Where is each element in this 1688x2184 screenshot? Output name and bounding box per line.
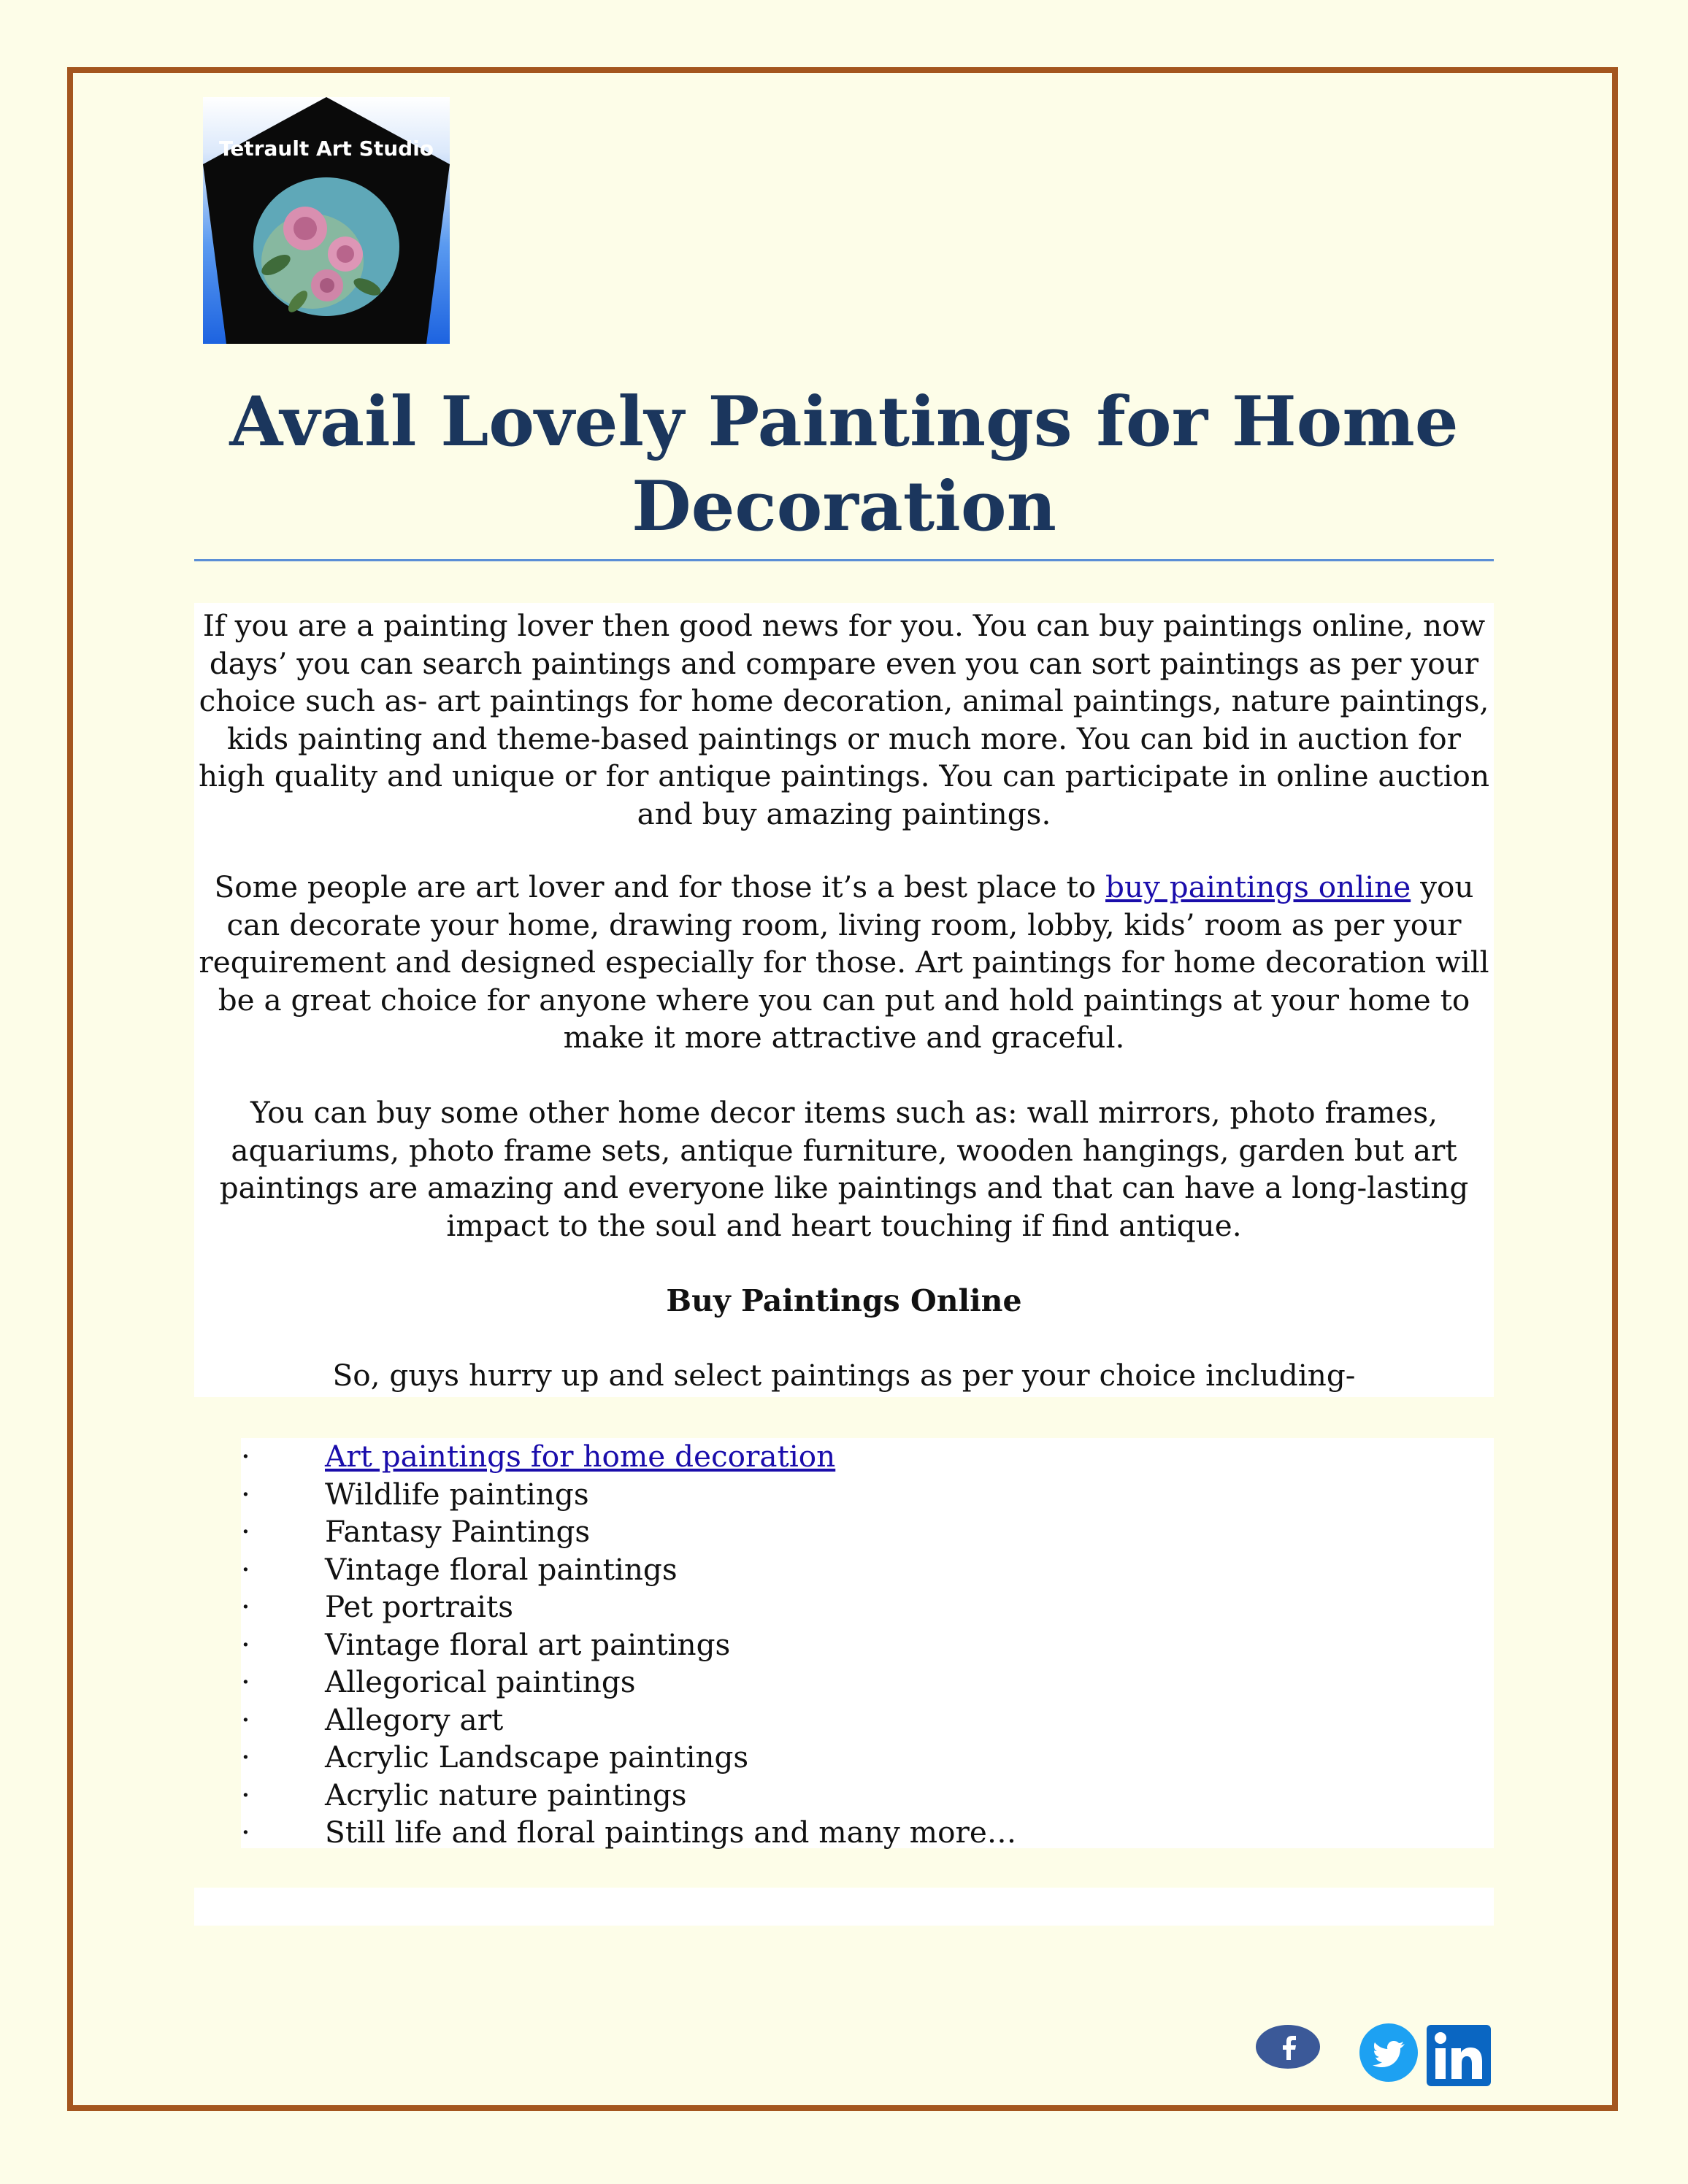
list-item-label: Vintage floral paintings xyxy=(325,1551,678,1587)
bullet-icon: · xyxy=(241,1551,250,1587)
list-item xyxy=(241,1551,1494,1589)
para2-text-after: you can decorate your home, drawing room, living room, lobby, kids’ room as per your requirement and designed especially for those. Art paintings for home decoration will be a great choice for anyone where you can put and hold paintings at your home to make it more attractive and graceful. xyxy=(199,869,1489,1055)
list-item-label: Allegorical paintings xyxy=(325,1664,636,1699)
list-item-label: Wildlife paintings xyxy=(325,1476,589,1512)
logo-graphic xyxy=(203,97,450,344)
bullet-icon: · xyxy=(241,1626,250,1662)
art-paintings-link[interactable]: Art paintings for home decoration xyxy=(325,1439,836,1474)
second-paragraph xyxy=(194,869,1494,1057)
paintings-list xyxy=(241,1438,1494,1852)
list-item-label: Vintage floral art paintings xyxy=(325,1626,731,1662)
title-line-2: Decoration xyxy=(632,466,1056,547)
twitter-icon[interactable] xyxy=(1355,2023,1422,2082)
paintings-list-box xyxy=(241,1438,1494,1848)
article-body xyxy=(194,603,1494,1397)
section-subheading: Buy Paintings Online xyxy=(666,1283,1022,1318)
page-title xyxy=(194,380,1494,549)
bullet-icon: · xyxy=(241,1514,250,1549)
list-item xyxy=(241,1626,1494,1664)
list-item-label: Acrylic nature paintings xyxy=(325,1777,687,1812)
third-paragraph: You can buy some other home decor items such as: wall mirrors, photo frames, aquariums, photo frame sets, antique furniture, wooden hangings, garden but art paintings are amazing and everyone like paintings and that can have a long-lasting impact to the soul and heart touching if find antique. xyxy=(219,1095,1469,1243)
list-item xyxy=(241,1476,1494,1514)
linkedin-icon[interactable] xyxy=(1425,2023,1492,2088)
list-intro-paragraph: So, guys hurry up and select paintings as per your choice including- xyxy=(332,1358,1356,1393)
facebook-icon[interactable] xyxy=(1254,2023,1321,2070)
list-item-label: Acrylic Landscape paintings xyxy=(325,1739,749,1774)
title-divider xyxy=(194,559,1494,561)
list-item-label: Fantasy Paintings xyxy=(325,1514,591,1549)
bullet-icon: · xyxy=(241,1815,250,1850)
bullet-icon: · xyxy=(241,1664,250,1699)
bullet-icon: · xyxy=(241,1777,250,1812)
list-item xyxy=(241,1513,1494,1551)
title-line-1: Avail Lovely Paintings for Home xyxy=(229,382,1459,462)
bullet-icon: · xyxy=(241,1739,250,1774)
para2-text-before: Some people are art lover and for those it’s a best place to xyxy=(214,869,1106,904)
list-item-label: Still life and floral paintings and many more… xyxy=(325,1815,1017,1850)
list-item xyxy=(241,1739,1494,1777)
intro-paragraph: If you are a painting lover then good news for you. You can buy paintings online, now days’ you can search paintings and compare even you can sort paintings as per your choice such as- art paintings for home decoration, animal paintings, nature paintings, kids painting and theme-based paintings or much more. You can bid in auction for high quality and unique or for antique paintings. You can participate in online auction and buy amazing paintings. xyxy=(198,608,1490,831)
bullet-icon: · xyxy=(241,1589,250,1624)
buy-paintings-online-link[interactable]: buy paintings online xyxy=(1105,869,1411,904)
studio-logo[interactable] xyxy=(203,97,450,344)
bullet-icon: · xyxy=(241,1702,250,1737)
list-item xyxy=(241,1588,1494,1626)
list-item-label: Allegory art xyxy=(325,1702,504,1737)
bullet-icon: · xyxy=(241,1476,250,1512)
list-item xyxy=(241,1702,1494,1739)
list-item xyxy=(241,1814,1494,1852)
list-item-label: Pet portraits xyxy=(325,1589,514,1624)
list-item xyxy=(241,1664,1494,1702)
list-item xyxy=(241,1777,1494,1815)
bullet-icon: · xyxy=(241,1439,250,1474)
list-item[interactable] xyxy=(241,1438,1494,1476)
logo-lettering: Tetrault Art Studio xyxy=(218,136,434,161)
blank-content-box xyxy=(194,1888,1494,1926)
